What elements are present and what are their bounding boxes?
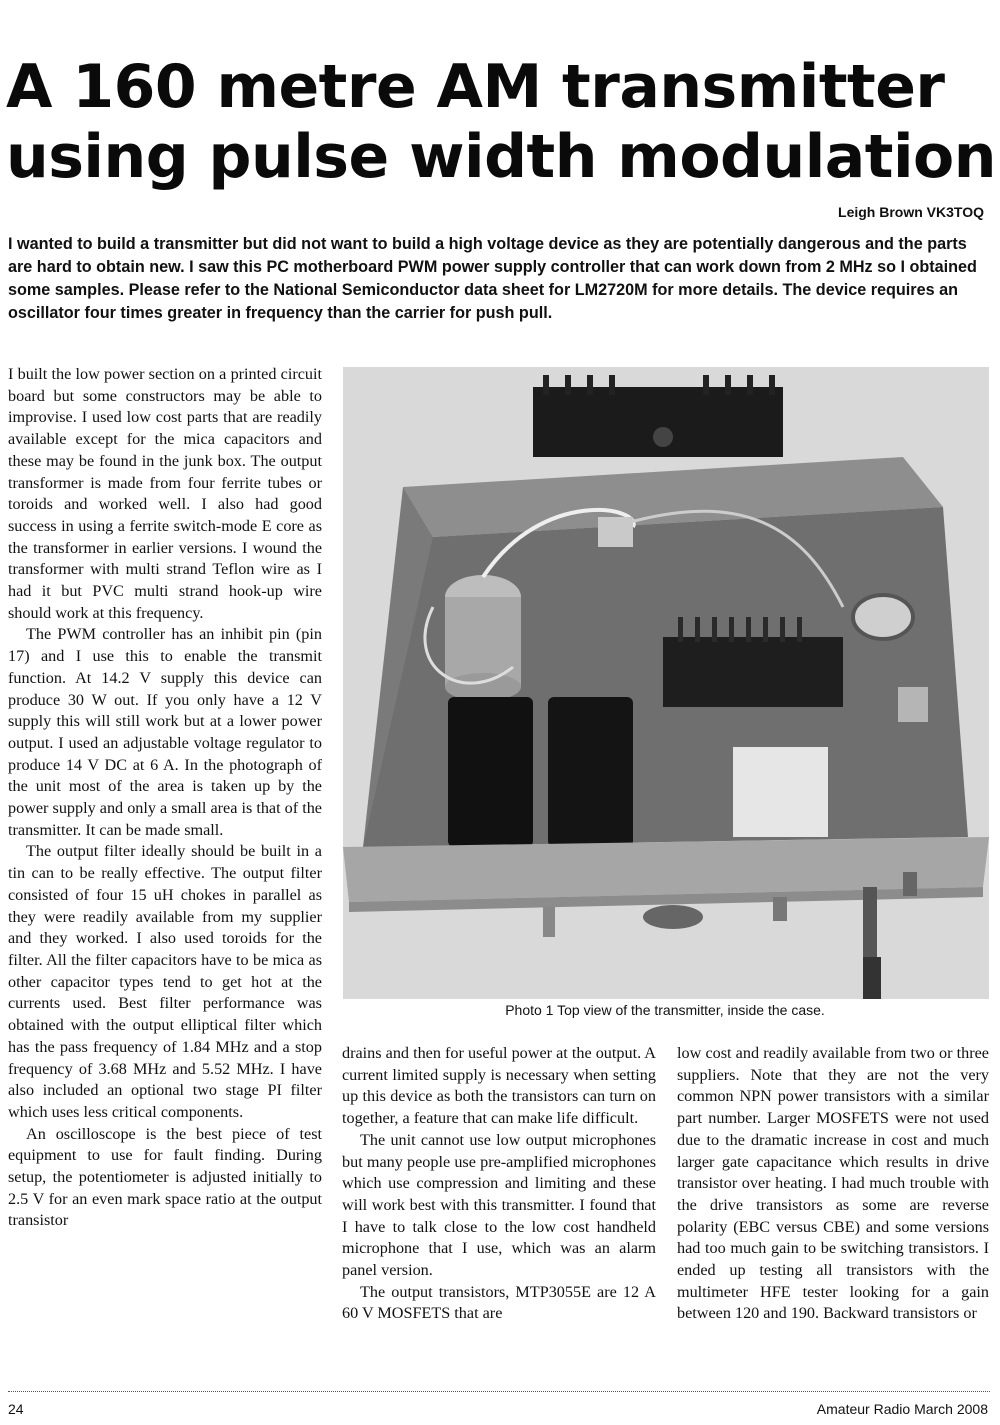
lead-paragraph: I wanted to build a transmitter but did not want to build a high voltage device as they are potentially dangerous and the parts are hard to obtain new. I saw this PC motherboard PWM power supply controller that can work down from 2 MHz so I obtained some samples. Please refer to the National Semiconductor data sheet for LM2720M for more details. The device requires an oscillator four times greater in frequency than the carrier for push pull.: [8, 235, 977, 322]
photo-caption: Photo 1 Top view of the transmitter, inside the case.: [505, 1002, 825, 1018]
column1-paragraph: An oscilloscope is the best piece of test equipment to use for fault finding. During setup, the potentiometer is adjusted initially to 2.5 V for an even mark space ratio at the output transistor: [8, 1124, 322, 1230]
column1-paragraph: The output filter ideally should be built in a tin can to be really effective. The output filter consisted of four 15 uH chokes in parallel as they were readily available from my supplier and they worked. I also used toroids for the filter. All the filter capacitors have to be mica as other capacitor types tend to get hot at the currents used. Best filter performance was obtained with the output elliptical filter which has the pass frequency of 1.84 MHz and a stop frequency of 3.68 MHz and 5.52 MHz. I have also included an optional two stage PI filter which uses less critical components.: [8, 842, 322, 1121]
column2-paragraph: The output transistors, MTP3055E are 12 A 60 V MOSFETS that are: [342, 1282, 656, 1323]
title-line-1: A 160 metre AM transmitter: [6, 52, 945, 122]
title-line-2: using pulse width modulation: [6, 122, 996, 192]
article-title: [6, 52, 996, 192]
column2-paragraph: drains and then for useful power at the output. A current limited supply is necessary when setting up this device as both the transistors can turn on together, a feature that can make life difficult.: [342, 1044, 656, 1128]
column1-paragraph: The PWM controller has an inhibit pin (pin 17) and I use this to enable the transmit function. At 14.2 V supply this device can produce 30 W out. If you only have a 12 V supply this will still work but at a lower power output. I used an adjustable voltage regulator to produce 14 V DC at 6 A. In the photograph of the unit most of the area is taken up by the power supply and only a small area is that of the transmitter. It can be made small.: [8, 625, 322, 839]
author-byline: Leigh Brown VK3TOQ: [838, 204, 984, 220]
column2-paragraph: The unit cannot use low output microphones but many people use pre-amplified microphones which use compression and limiting and these will work best with this transmitter. I found that I have to talk close to the low cost handheld microphone that I use, which was an alarm panel version.: [342, 1130, 656, 1280]
footer-divider: [8, 1391, 990, 1392]
page-number: 24: [8, 1401, 24, 1417]
publication-footer: Amateur Radio March 2008: [816, 1401, 988, 1417]
body-column-3: [677, 1043, 989, 1325]
body-column-2: [342, 1043, 656, 1325]
transmitter-photo: [343, 367, 989, 999]
column1-paragraph: I built the low power section on a printed circuit board but some constructors may be able to improvise. I used low cost parts that are readily available except for the mica capacitors and these may be found in the junk box. The output transformer is made from four ferrite tubes or toroids and worked well. I also had good success in using a ferrite switch-mode E core as the transformer in earlier versions. I wound the transformer with multi strand Teflon wire as I had it but PVC multi strand hook-up wire should work at this frequency.: [8, 365, 322, 622]
body-column-1: [8, 364, 322, 1232]
photo-illustration: [343, 367, 989, 999]
column3-paragraph: low cost and readily available from two or three suppliers. Note that they are not the very common NPN power transistors with a similar part number. Larger MOSFETS were not used due to the dramatic increase in cost and much larger gate capacitance which results in drive transistor over heating. I had much trouble with the drive transistors as some are reverse polarity (EBC versus CBE) and some versions had too much gain to be switching transistors. I ended up testing all transistors with the multimeter HFE tester looking for a gain between 120 and 190. Backward transistors or: [677, 1044, 989, 1323]
